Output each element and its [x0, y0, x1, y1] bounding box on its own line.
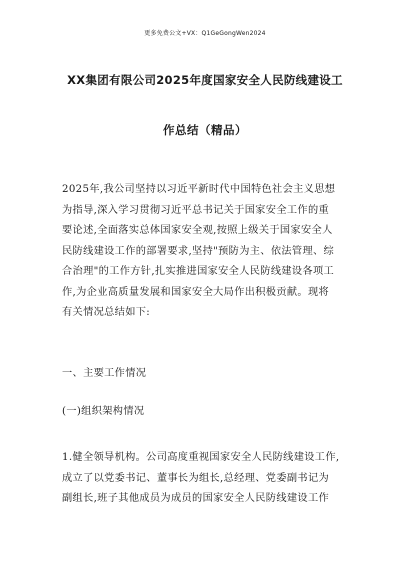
body-line: 副组长,班子其他成员为成员的国家安全人民防线建设工作 — [62, 493, 330, 504]
document-title-line-2: 作总结（精品） — [163, 123, 247, 137]
intro-line: 民防线建设工作的部署要求,坚持"预防为主、依法管理、综 — [62, 245, 335, 257]
intro-paragraph — [62, 180, 352, 324]
document-title-line-1: XX集团有限公司2025年度国家安全人民防线建设工 — [67, 73, 343, 87]
intro-line: 要论述,全面落实总体国家安全观,按照上级关于国家安全人 — [62, 225, 333, 236]
intro-line: 合治理"的工作方针,扎实推进国家安全人民防线建设各项工 — [62, 266, 335, 277]
intro-line: 有关情况总结如下: — [62, 307, 151, 318]
section-heading: 一、主要工作情况 — [62, 368, 147, 379]
intro-line: 作,为企业高质量发展和国家安全大局作出积极贡献。现将 — [62, 286, 330, 298]
header-note: 更多免费公文+VX：Q1GeGongWen2024 — [144, 30, 266, 37]
subsection-heading: (一)组织架构情况 — [62, 406, 145, 417]
intro-line: 2025年,我公司坚持以习近平新时代中国特色社会主义思想 — [62, 184, 336, 195]
body-line: 1.健全领导机构。公司高度重视国家安全人民防线建设工作, — [62, 452, 340, 463]
body-paragraph — [62, 448, 352, 510]
intro-line: 为指导,深入学习贯彻习近平总书记关于国家安全工作的重 — [62, 204, 330, 216]
body-line: 成立了以党委书记、董事长为组长,总经理、党委副书记为 — [62, 472, 330, 484]
